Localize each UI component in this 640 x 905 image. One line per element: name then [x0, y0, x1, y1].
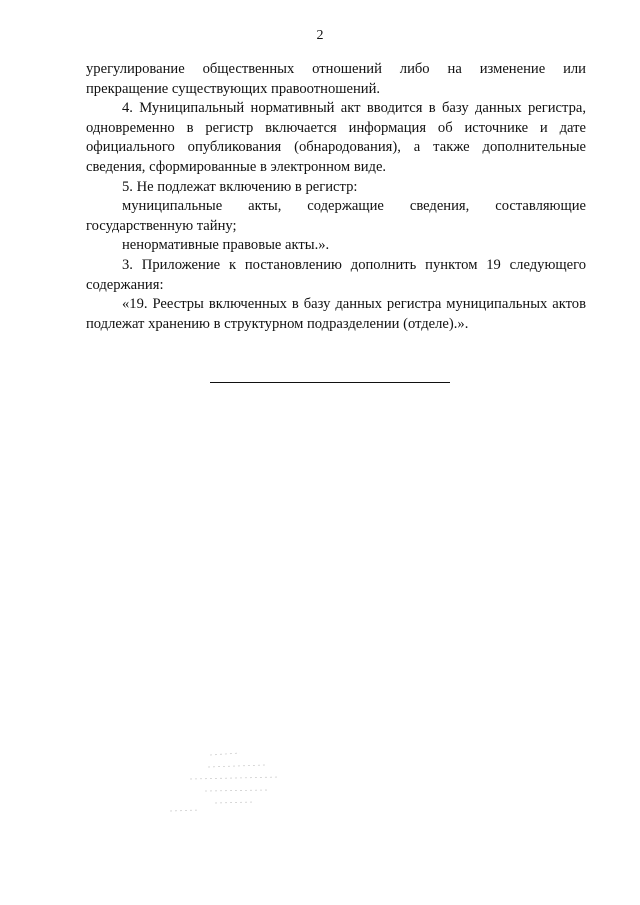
page-number: 2	[316, 28, 324, 43]
paragraph-1: урегулирование общественных отношений либо на изменение или прекращение существующих правоотношений.	[86, 61, 586, 97]
faint-stamp-mark	[170, 745, 290, 825]
end-separator-line	[210, 382, 450, 383]
paragraph-3: 5. Не подлежат включению в регистр:	[122, 178, 358, 195]
paragraph-6: 3. Приложение к постановлению дополнить пунктом 19 следующего содержания:	[86, 256, 586, 293]
paragraph-2: 4. Муниципальный нормативный акт вводится в базу данных регистра, одновременно в регистр включается информация об источнике и дате официального опубликования (обнародования), а также дополнительные сведения, сформированные в электронном виде.	[86, 100, 586, 175]
paragraph-7: «19. Реестры включенных в базу данных регистра муниципальных актов подлежат хранению в структурном подразделении (отделе).».	[86, 296, 586, 332]
document-body	[86, 60, 586, 334]
paragraph-4: муниципальные акты, содержащие сведения, составляющие государственную тайну;	[86, 198, 586, 234]
paragraph-5: ненормативные правовые акты.».	[122, 237, 330, 254]
stamp-icon	[170, 745, 290, 825]
